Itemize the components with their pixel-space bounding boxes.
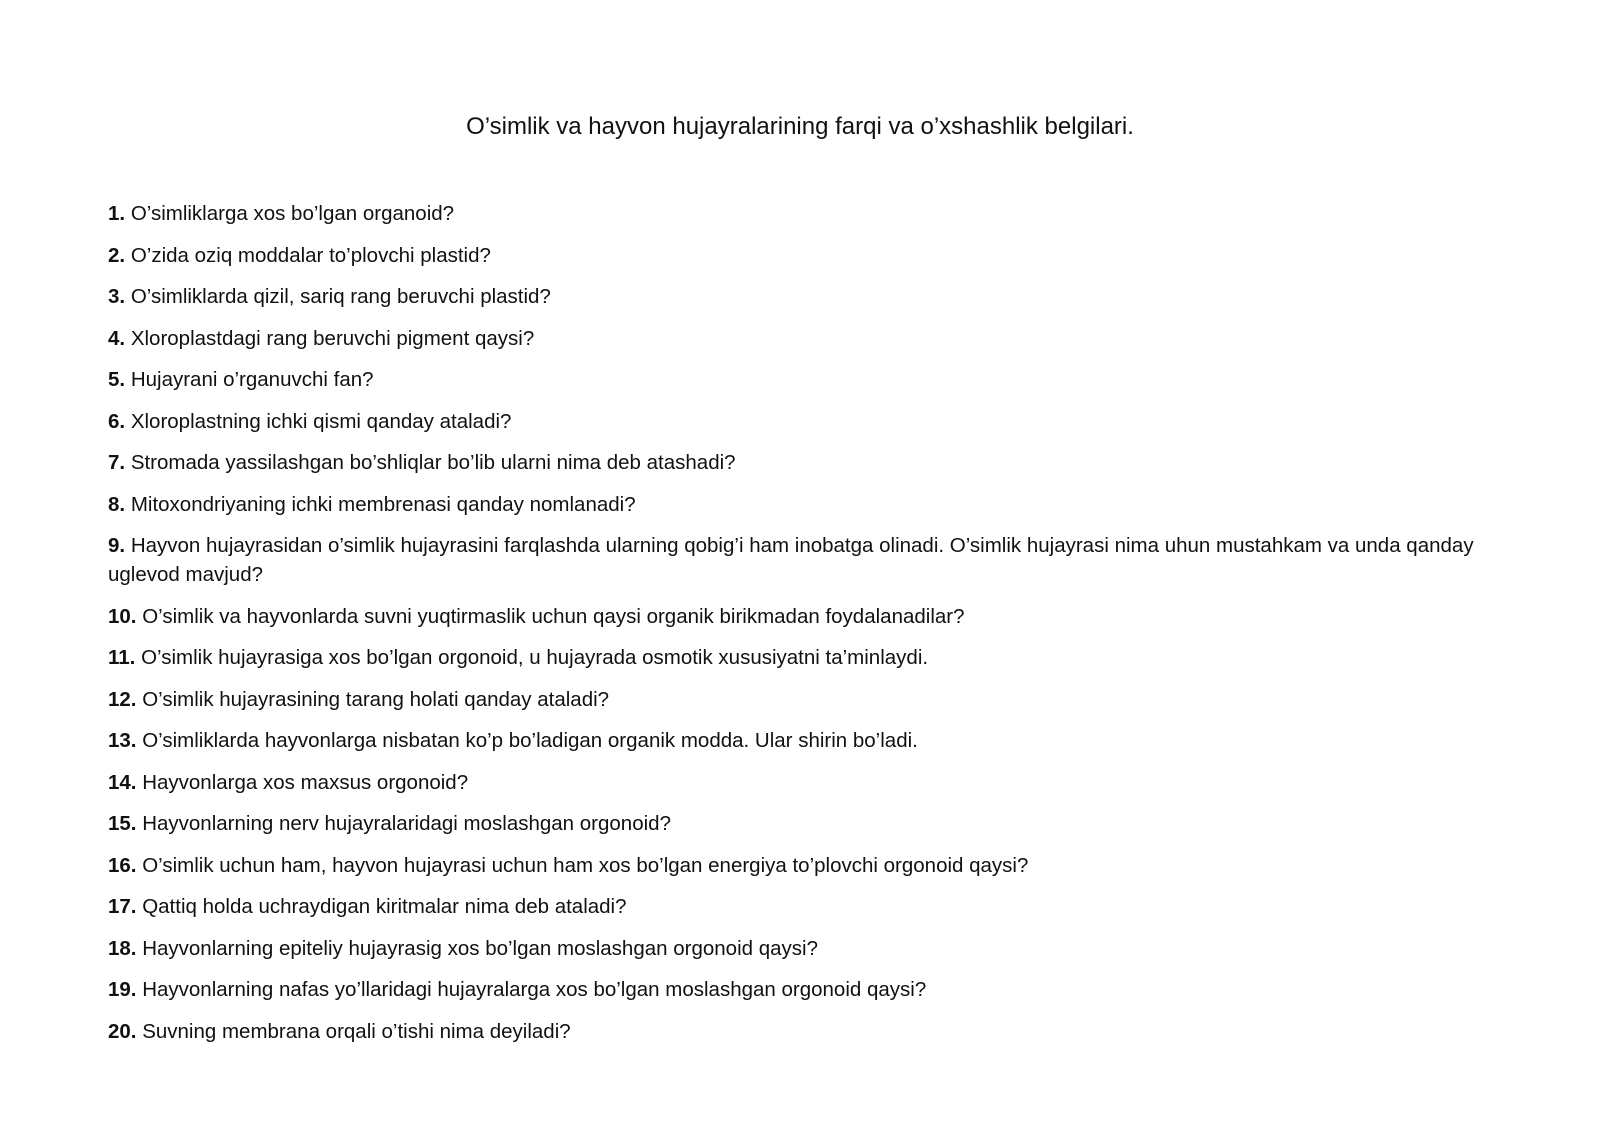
question-text: O’simlik va hayvonlarda suvni yuqtirmaslik uchun qaysi organik birikmadan foydalanadilar? — [142, 604, 965, 628]
question-number: 19. — [108, 978, 137, 1001]
question-item — [108, 643, 1508, 672]
question-text: O’zida oziq moddalar to’plovchi plastid? — [130, 243, 491, 267]
question-item — [108, 934, 1508, 963]
question-item — [108, 282, 1508, 311]
question-number: 10. — [108, 604, 137, 628]
question-item — [108, 892, 1508, 921]
question-item — [108, 851, 1508, 880]
question-number: 14. — [108, 770, 137, 794]
question-number: 3. — [108, 285, 126, 308]
question-text: O’simlik uchun ham, hayvon hujayrasi uchun ham xos bo’lgan energiya to’plovchi orgonoid qaysi? — [142, 853, 1029, 877]
question-text: O’simliklarga xos bo’lgan organoid? — [130, 202, 455, 225]
question-number: 8. — [108, 492, 126, 516]
question-number: 16. — [108, 853, 137, 877]
question-text: Hayvonlarning epiteliy hujayrasig xos bo’lgan moslashgan orgonoid qaysi? — [142, 936, 818, 960]
question-number: 20. — [108, 1019, 137, 1043]
question-text: O’simliklarda hayvonlarga nisbatan ko’p bo’ladigan organik modda. Ular shirin bo’ladi. — [142, 729, 918, 752]
question-text: Stromada yassilashgan bo’shliqlar bo’lib ularni nima deb atashadi? — [130, 451, 736, 474]
question-item — [108, 809, 1508, 838]
question-text: O’simliklarda qizil, sariq rang beruvchi plastid? — [130, 285, 551, 308]
question-item — [108, 602, 1508, 631]
question-item — [108, 1017, 1508, 1046]
document-title: O’simlik va hayvon hujayralarining farqi va o’xshashlik belgilari. — [466, 113, 1134, 140]
question-text: O’simlik hujayrasiga xos bo’lgan orgonoid, u hujayrada osmotik xususiyatni ta’minlaydi. — [141, 646, 929, 669]
question-number: 4. — [108, 326, 126, 350]
question-number: 9. — [108, 534, 126, 557]
question-number: 12. — [108, 687, 137, 711]
question-number: 7. — [108, 451, 126, 474]
question-item — [108, 490, 1508, 519]
question-number: 5. — [108, 368, 126, 391]
question-text: Mitoxondriyaning ichki membrenasi qanday nomlanadi? — [130, 492, 636, 516]
question-item — [108, 726, 1508, 755]
question-item — [108, 531, 1508, 589]
question-number: 17. — [108, 895, 137, 918]
question-text: Hayvonlarga xos maxsus orgonoid? — [142, 770, 469, 794]
question-item — [108, 975, 1508, 1004]
question-text: Xloroplastning ichki qismi qanday ataladi? — [130, 409, 512, 433]
question-number: 6. — [108, 409, 126, 433]
question-text: Hayvonlarning nafas yo’llaridagi hujayralarga xos bo’lgan moslashgan orgonoid qaysi? — [142, 978, 927, 1001]
question-text: Suvning membrana orqali o’tishi nima deyiladi? — [142, 1019, 571, 1043]
question-number: 18. — [108, 936, 137, 960]
question-text: Qattiq holda uchraydigan kiritmalar nima deb ataladi? — [142, 895, 627, 918]
question-number: 13. — [108, 729, 137, 752]
question-item — [108, 768, 1508, 797]
question-text: Hayvon hujayrasidan o’simlik hujayrasini farqlashda ularning qobig’i ham inobatga olinadi. O’simlik hujayrasi nima uhun mustahkam va unda qanday uglevod mavjud? — [108, 534, 1474, 586]
question-item — [108, 407, 1508, 436]
question-text: Xloroplastdagi rang beruvchi pigment qaysi? — [130, 326, 535, 350]
question-number: 1. — [108, 202, 126, 225]
question-number: 11. — [108, 646, 136, 669]
question-list — [108, 199, 1508, 1058]
question-item — [108, 685, 1508, 714]
question-text: Hujayrani o’rganuvchi fan? — [130, 368, 374, 391]
question-item — [108, 365, 1508, 394]
question-text: Hayvonlarning nerv hujayralaridagi moslashgan orgonoid? — [142, 812, 671, 835]
question-number: 15. — [108, 812, 137, 835]
question-number: 2. — [108, 243, 126, 267]
question-item — [108, 199, 1508, 228]
question-text: O’simlik hujayrasining tarang holati qanday ataladi? — [142, 687, 610, 711]
question-item — [108, 324, 1508, 353]
question-item — [108, 241, 1508, 270]
question-item — [108, 448, 1508, 477]
